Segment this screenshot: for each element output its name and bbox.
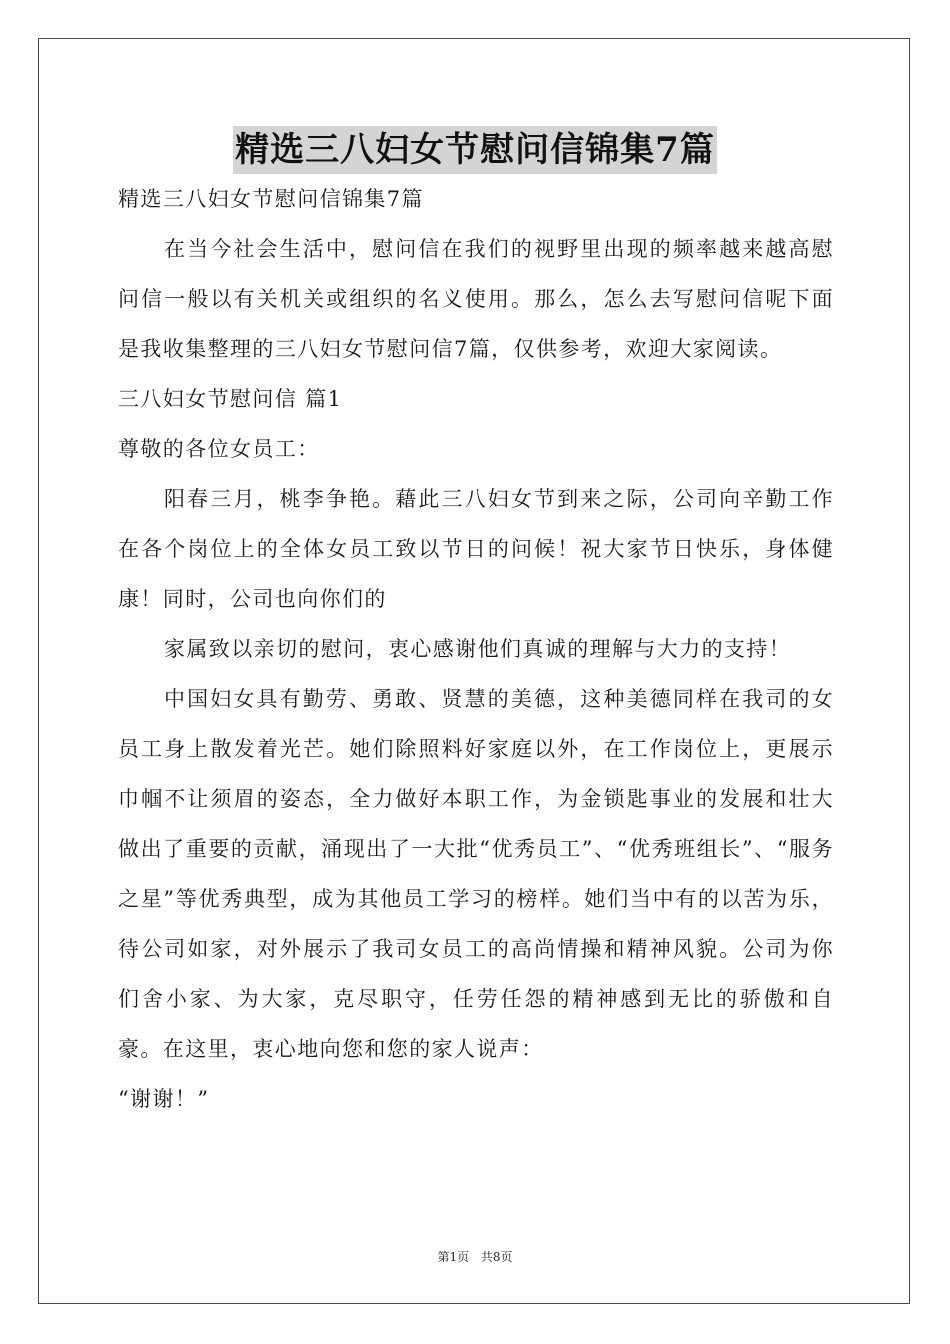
section-heading: 三八妇女节慰问信 篇1 [118,387,343,411]
page-total: 共8页 [480,1250,513,1264]
page-number: 第1页 [437,1250,470,1264]
paragraph-subtitle: 精选三八妇女节慰问信锦集7篇 [118,187,424,211]
document-title-text: 精选三八妇女节慰问信锦集7篇 [233,126,717,174]
document-title [0,126,950,174]
paragraph-family-thanks: 家属致以亲切的慰问，衷心感谢他们真诚的理解与大力的支持！ [164,637,792,661]
paragraph-thanks: “谢谢！” [118,1087,210,1111]
document-body [118,174,834,1124]
paragraph-greeting: 阳春三月，桃李争艳。藉此三八妇女节到来之际，公司向辛勤工作在各个岗位上的全体女员工致以节日的问候！祝大家节日快乐，身体健康！同时，公司也向你们的 [118,487,834,611]
page-footer [0,1248,950,1265]
paragraph-intro: 在当今社会生活中，慰问信在我们的视野里出现的频率越来越高慰问信一般以有关机关或组织的名义使用。那么，怎么去写慰问信呢下面是我收集整理的三八妇女节慰问信7篇，仅供参考，欢迎大家阅读。 [118,237,834,361]
paragraph-virtues: 中国妇女具有勤劳、勇敢、贤慧的美德，这种美德同样在我司的女员工身上散发着光芒。她们除照料好家庭以外，在工作岗位上，更展示巾帼不让须眉的姿态，全力做好本职工作，为金锁匙事业的发展和壮大做出了重要的贡献，涌现出了一大批“优秀员工”、“优秀班组长”、“服务之星”等优秀典型，成为其他员工学习的榜样。她们当中有的以苦为乐，待公司如家，对外展示了我司女员工的高尚情操和精神风貌。公司为你们舍小家、为大家，克尽职守，任劳任怨的精神感到无比的骄傲和自豪。在这里，衷心地向您和您的家人说声： [118,687,834,1061]
salutation: 尊敬的各位女员工： [118,437,320,461]
